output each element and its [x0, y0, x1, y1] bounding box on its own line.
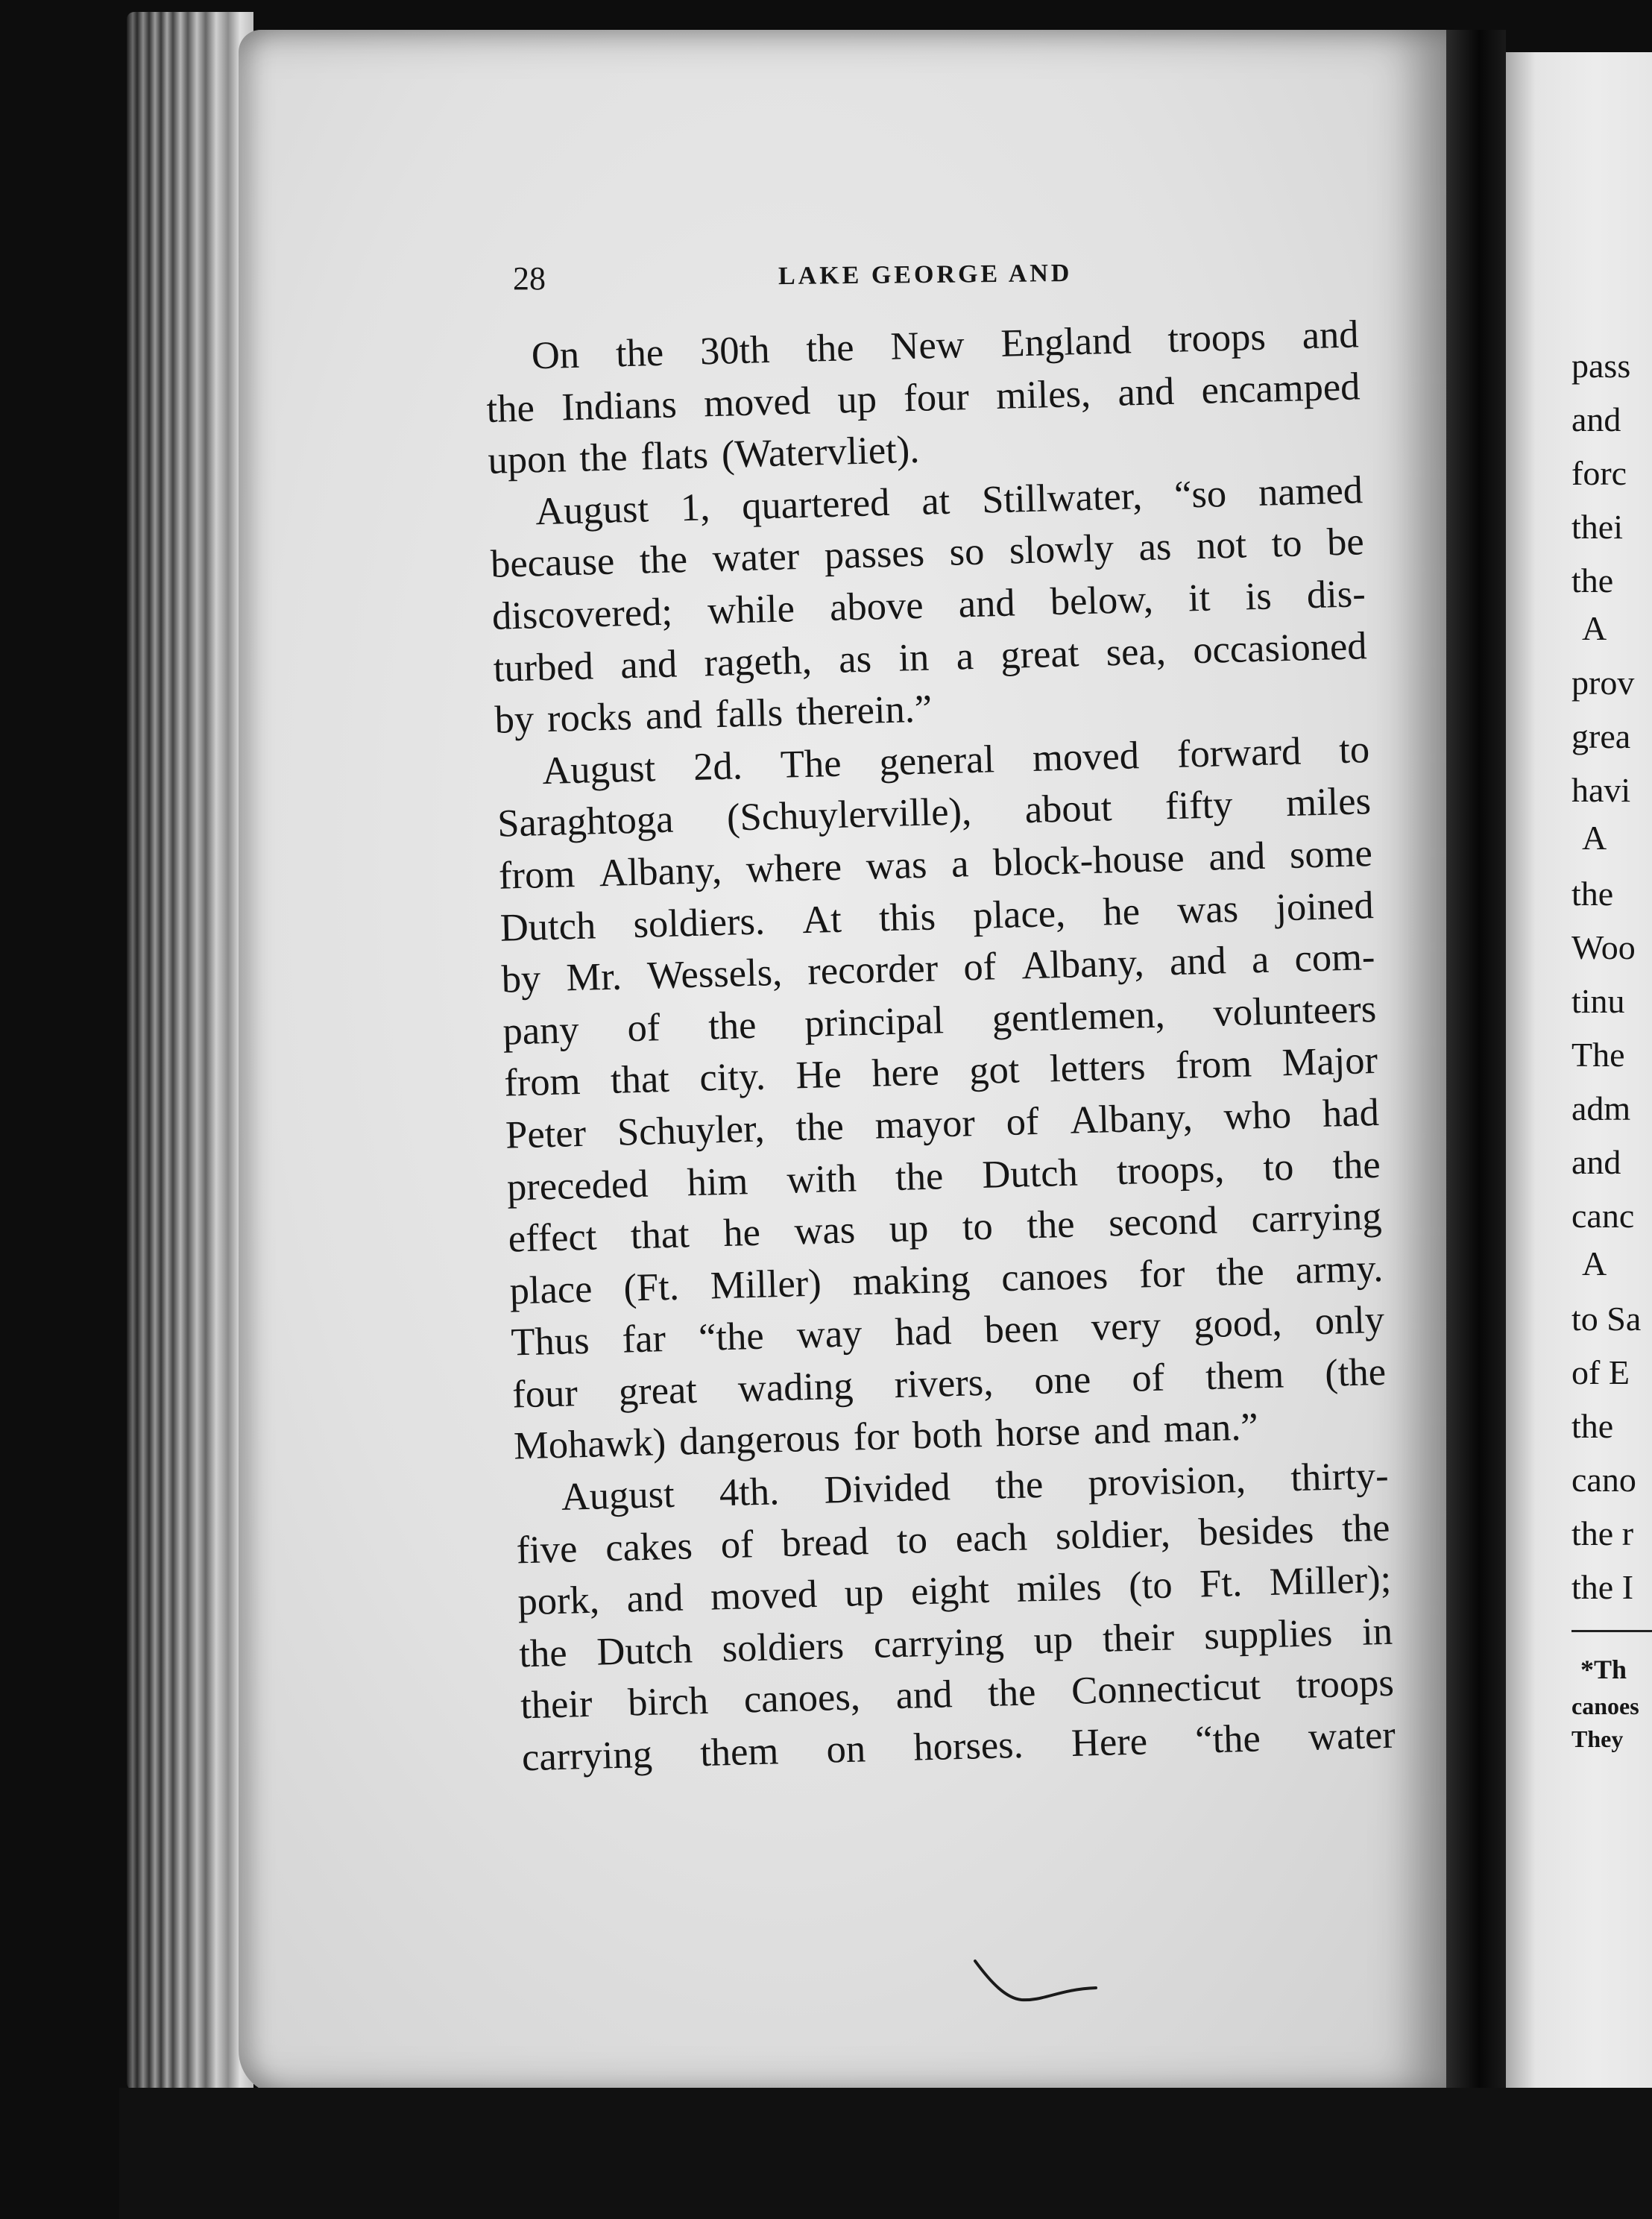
- right-footnote-fragment: *Th: [1580, 1655, 1627, 1684]
- text-line: four great wading rivers, one of them (the: [511, 1350, 1387, 1417]
- right-text-fragment: of E: [1571, 1353, 1630, 1391]
- right-text-fragment: A: [1582, 609, 1607, 647]
- text-line: carrying them on horses. Here “the water: [521, 1713, 1396, 1780]
- right-page: [1506, 52, 1652, 2095]
- text-line: August 1, quartered at Stillwater, “so named: [535, 468, 1363, 534]
- right-text-fragment: the r: [1571, 1514, 1634, 1552]
- right-text-fragment: cano: [1571, 1461, 1636, 1499]
- text-line: by rocks and falls therein.”: [494, 687, 933, 742]
- right-text-fragment: thei: [1571, 508, 1623, 546]
- text-line: August 2d. The general moved forward to: [541, 727, 1370, 793]
- right-footnote-fragment: They: [1571, 1725, 1624, 1752]
- text-line: their birch canoes, and the Connecticut troops: [520, 1661, 1395, 1728]
- right-text-fragment: and: [1571, 1143, 1621, 1181]
- page-number: 28: [513, 260, 546, 297]
- text-line: because the water passes so slowly as not to be: [490, 520, 1365, 587]
- text-line: Thus far “the way had been very good, only: [510, 1298, 1385, 1365]
- right-text-fragment: the: [1571, 875, 1614, 913]
- right-text-fragment: and: [1571, 400, 1621, 438]
- text-line: August 4th. Divided the provision, thirty-: [561, 1453, 1390, 1519]
- right-text-fragment: to Sa: [1571, 1300, 1642, 1338]
- right-text-fragment: prov: [1571, 664, 1635, 702]
- right-text-fragment: The: [1571, 1036, 1625, 1074]
- text-line: pany of the principal gentlemen, volunteers: [502, 986, 1377, 1054]
- bottom-shadow: [119, 2088, 1652, 2219]
- body-text: [485, 309, 1396, 1784]
- text-line: from that city. He here got letters from Major: [503, 1039, 1378, 1105]
- right-text-fragment: havi: [1571, 771, 1631, 809]
- text-line: Mohawk) dangerous for both horse and man.”: [513, 1405, 1259, 1468]
- running-head: LAKE GEORGE AND: [778, 259, 1073, 291]
- text-line: turbed and rageth, as in a great sea, occasioned: [493, 623, 1368, 690]
- right-text-fragment: A: [1582, 1244, 1607, 1282]
- footnote-rule: [1571, 1630, 1652, 1632]
- text-line: Peter Schuyler, the mayor of Albany, who had: [505, 1090, 1380, 1157]
- right-text-fragment: the: [1571, 561, 1614, 599]
- right-text-fragment: grea: [1571, 717, 1631, 755]
- right-footnote-fragment: canoes: [1571, 1693, 1639, 1719]
- page-edges: [127, 12, 253, 2092]
- pen-mark: [969, 1946, 1103, 2013]
- right-text-fragment: adm: [1571, 1089, 1631, 1127]
- text-line: from Albany, where was a block-house and some: [498, 831, 1373, 898]
- text-line: discovered; while above and below, it is dis-: [491, 572, 1366, 638]
- text-line: five cakes of bread to each soldier, besides the: [516, 1505, 1391, 1573]
- right-text-fragment: the I: [1571, 1568, 1634, 1606]
- right-text-fragment: canc: [1571, 1197, 1635, 1235]
- right-text-fragment: A: [1582, 819, 1607, 857]
- text-line: upon the flats (Watervliet).: [487, 427, 921, 483]
- text-line: the Indians moved up four miles, and encamped: [485, 364, 1361, 431]
- text-line: by Mr. Wessels, recorder of Albany, and a com-: [500, 935, 1376, 1001]
- text-line: place (Ft. Miller) making canoes for the army.: [508, 1246, 1384, 1313]
- right-text-fragment: Woo: [1571, 928, 1636, 966]
- right-text-fragment: tinu: [1571, 982, 1625, 1020]
- text-line: the Dutch soldiers carrying up their supplies in: [518, 1609, 1393, 1676]
- right-text-fragment: pass: [1571, 347, 1631, 385]
- right-text-fragment: forc: [1571, 454, 1627, 492]
- text-line: preceded him with the Dutch troops, to the: [506, 1142, 1381, 1209]
- text-line: effect that he was up to the second carrying: [508, 1195, 1383, 1261]
- text-line: pork, and moved up eight miles (to Ft. Miller);: [517, 1557, 1392, 1624]
- text-line: Saraghtoga (Schuylerville), about fifty miles: [496, 779, 1372, 846]
- book-gutter: [1446, 30, 1506, 2088]
- text-line: On the 30th the New England troops and: [531, 312, 1360, 378]
- right-text-fragment: the: [1571, 1407, 1614, 1445]
- text-line: Dutch soldiers. At this place, he was joined: [499, 883, 1375, 950]
